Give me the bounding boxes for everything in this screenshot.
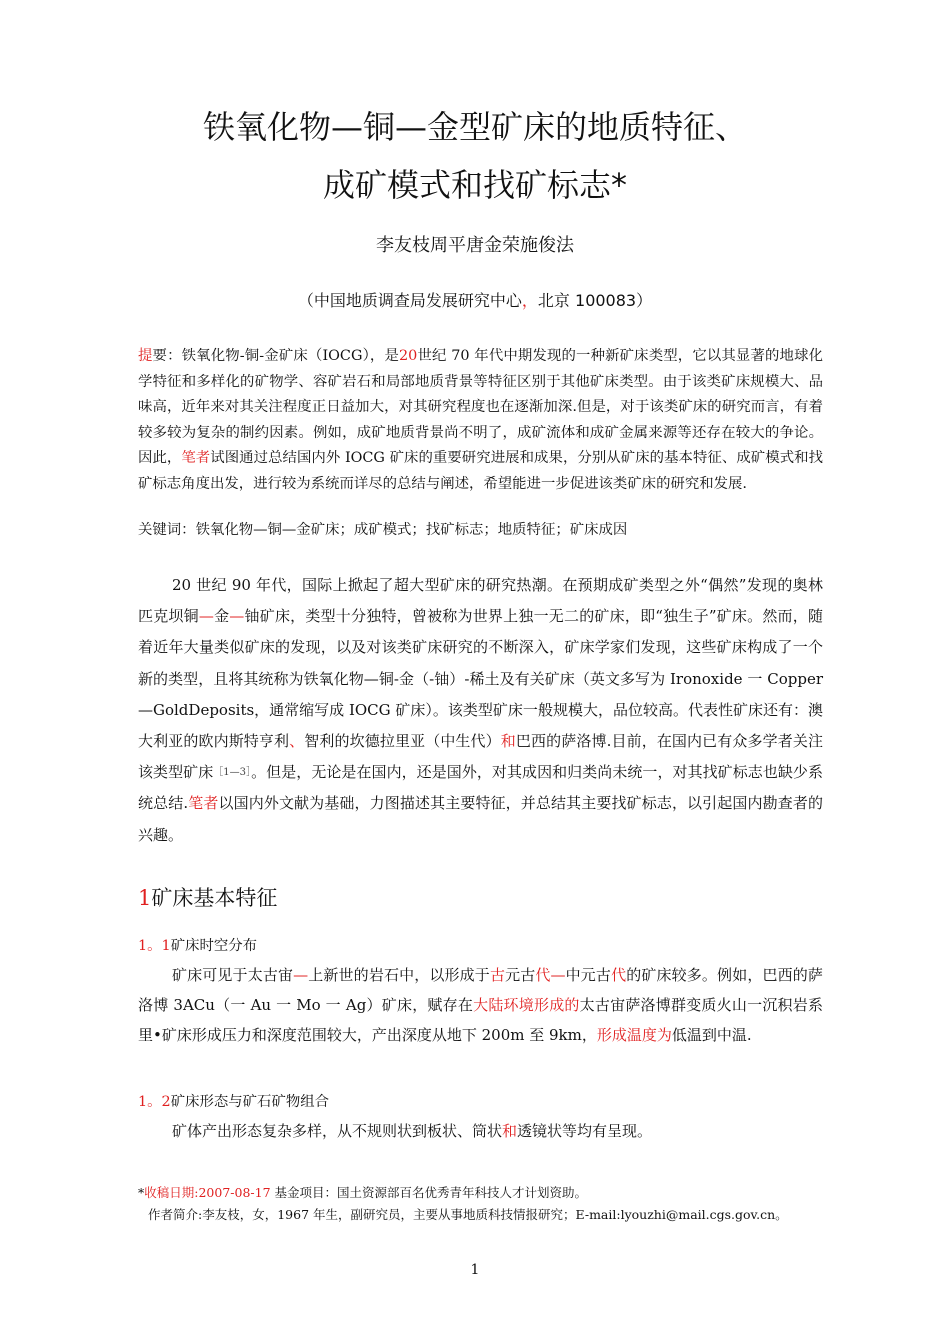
intro-text-b: 金 bbox=[213, 607, 230, 626]
intro-text-a: 20 世纪 90 年代，国际上掀起了超大型矿床的研究热潮。在预期成矿类型之外“偶然”发现的奥林匹克坝铜 bbox=[138, 576, 823, 626]
abstract-text-2: 试图通过总结国内外 IOCG 矿床的重要研究进展和成果，分别从矿床的基本特征、成矿模式和找矿标志角度出发，进行较为系统而详尽的总结与阐述，希望能进一步促进该类矿床的研究和发展. bbox=[138, 450, 823, 492]
p1-red-4: 代 bbox=[611, 966, 627, 984]
subsection-1-2-number: 1。2 bbox=[138, 1094, 171, 1110]
intro-text-c: 铀矿床，类型十分独特，曾被称为世界上独一无二的矿床，即“独生子”矿床。然而，随着近年大量类似矿床的发现，以及对该类矿床研究的不断深入，矿床学家们发现，这些矿床构成了一个新的类型，且将其统称为铁氧化物—铜-金（-铀）-稀土及有关矿床（英文多写为 Ironoxide 一 Copper—GoldDeposits，通常缩写成 IOCG 矿床）。该类型矿床一般规模大，品位较高。代表性矿床还有：澳大利亚的欧内斯特亨利 bbox=[138, 607, 823, 751]
p1-red-2: 古 bbox=[489, 966, 506, 984]
section-1-number: 1 bbox=[138, 886, 152, 910]
abstract-label: 要：铁氧化物-铜-金矿床（IOCG），是 bbox=[152, 348, 399, 364]
abstract-red-author: 笔者 bbox=[181, 450, 211, 467]
intro-text-d: 智利的坎德拉里亚（中生代） bbox=[304, 732, 501, 751]
footnote-author-bio: 作者简介:李友枝，女，1967 年生，副研究员，主要从事地质科技情报研究；E-mail:lyouzhi@mail.cgs.gov.cn。 bbox=[148, 1207, 788, 1222]
abstract bbox=[138, 344, 823, 498]
affiliation-org: （中国地质调查局发展研究中心 bbox=[297, 291, 522, 310]
footnote-received bbox=[138, 1183, 823, 1201]
affiliation-comma: ， bbox=[521, 291, 538, 310]
p1-text-f: 太古宙萨洛博群变质火山一沉积岩系里•矿床形成压力和深度范围较大，产出深度从地下 200m 至 9km， bbox=[138, 996, 823, 1044]
p2-text-a: 矿体产出形态复杂多样，从不规则状到板状、筒状 bbox=[172, 1122, 503, 1140]
intro-red-dash1: — bbox=[198, 607, 214, 626]
intro-citation: ［1—3］ bbox=[213, 767, 252, 779]
subsection-1-2-heading bbox=[138, 1090, 329, 1111]
footnote-star: * bbox=[138, 1185, 145, 1200]
intro-red-he: 和 bbox=[500, 732, 516, 751]
abstract-label-red: 提 bbox=[138, 348, 153, 364]
p1-text-b: 上新世的岩石中，以形成于 bbox=[308, 966, 490, 984]
paper-title-line2: 成矿模式和找矿标志* bbox=[322, 166, 627, 204]
footnote-received-date: 收稿日期:2007-08-17 bbox=[144, 1185, 271, 1200]
subsection-1-1-heading bbox=[138, 934, 257, 955]
introduction bbox=[138, 570, 823, 851]
page-number: 1 bbox=[470, 1262, 480, 1278]
p1-red-5: 大陆环境形成的 bbox=[473, 996, 580, 1014]
p1-text-d: 中元古 bbox=[565, 966, 612, 984]
p1-red-3: 代— bbox=[535, 966, 566, 984]
subsection-1-1-title: 矿床时空分布 bbox=[170, 938, 258, 954]
p2-text-b: 透镜状等均有呈现。 bbox=[517, 1122, 653, 1140]
intro-red-dash2: — bbox=[229, 607, 245, 626]
paper-title-line1: 铁氧化物—铜—金型矿床的地质特征、 bbox=[202, 108, 747, 146]
intro-red-author: 笔者 bbox=[188, 794, 219, 813]
p1-text-a: 矿床可见于太古宙 bbox=[172, 966, 294, 984]
section-1-title: 矿床基本特征 bbox=[151, 886, 278, 910]
p1-text-e: 的矿床较多。例如，巴西的萨洛博 3ACu（一 Au 一 Mo 一 Ag）矿床，赋存在 bbox=[138, 966, 823, 1014]
subsection-1-2-title: 矿床形态与矿石矿物组合 bbox=[170, 1094, 330, 1110]
p1-red-6: 形成温度为 bbox=[596, 1026, 672, 1044]
subsection-1-2-body bbox=[138, 1116, 823, 1146]
author-list: 李友枝周平唐金荣施俊法 bbox=[376, 235, 574, 256]
paragraph bbox=[138, 960, 823, 1050]
abstract-red-20: 20 bbox=[399, 348, 418, 364]
keywords: 关键词：铁氧化物—铜—金矿床；成矿模式；找矿标志；地质特征；矿床成因 bbox=[138, 522, 628, 538]
intro-text-g: 以国内外文献为基础，力图描述其主要特征，并总结其主要找矿标志，以引起国内勘查者的兴趣。 bbox=[138, 794, 823, 844]
subsection-1-1-body bbox=[138, 960, 823, 1050]
section-1-heading bbox=[138, 882, 277, 912]
paragraph bbox=[138, 1116, 823, 1146]
p1-text-c: 元古 bbox=[505, 966, 536, 984]
intro-red-comma: 、 bbox=[289, 732, 305, 751]
intro-paragraph bbox=[138, 570, 823, 851]
affiliation-city: 北京 100083） bbox=[537, 291, 653, 310]
abstract-text-1: 世纪 70 年代中期发现的一种新矿床类型，它以其显著的地球化学特征和多样化的矿物学、容矿岩石和局部地质背景等特征区别于其他矿床类型。由于该类矿床规模大、品味高，近年来对其关注程度正日益加大，对其研究程度也在逐渐加深.但是，对于该类矿床的研究而言，有着较多较为复杂的制约因素。例如，成矿地质背景尚不明了，成矿流体和成矿金属来源等还存在较大的争论。因此， bbox=[138, 348, 823, 467]
p1-text-g: 低温到中温. bbox=[671, 1026, 752, 1044]
p1-red-1: — bbox=[293, 966, 309, 984]
intro-text-f: 。但是，无论是在国内，还是国外，对其成因和归类尚未统一，对其找矿标志也缺少系统总结. bbox=[138, 763, 823, 813]
affiliation bbox=[0, 288, 950, 311]
footnote-funding: 基金项目：国土资源部百名优秀青年科技人才计划资助。 bbox=[270, 1185, 588, 1200]
intro-text-e: 巴西的萨洛博.目前，在国内已有众多学者关注该类型矿床 bbox=[138, 732, 823, 782]
subsection-1-1-number: 1。1 bbox=[138, 938, 171, 954]
p2-red-1: 和 bbox=[502, 1122, 518, 1140]
